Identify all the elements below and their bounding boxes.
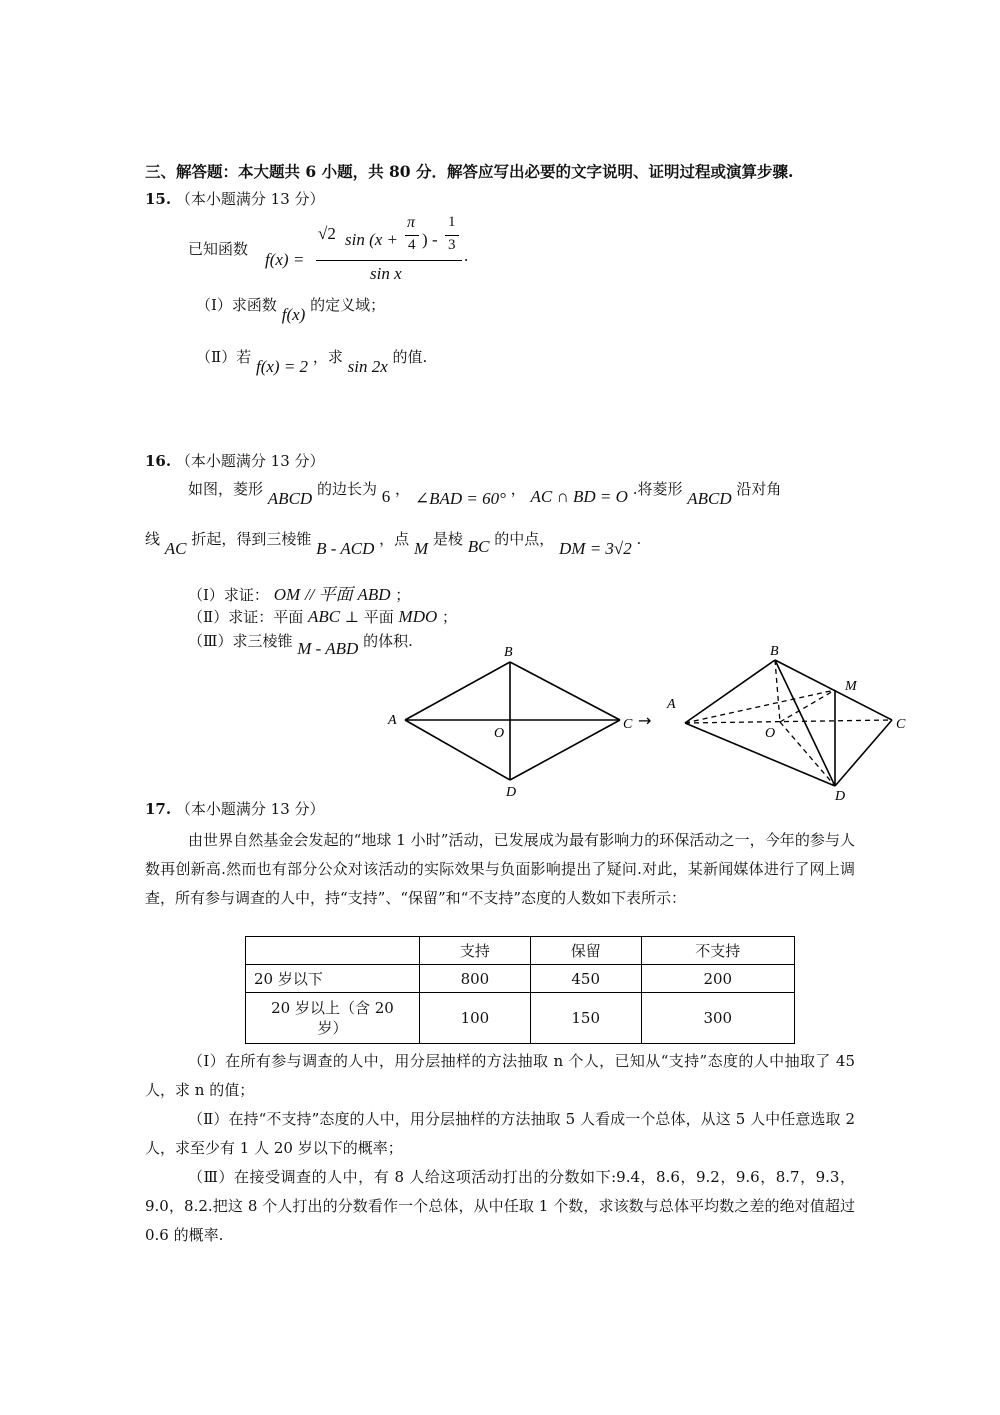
q15-intro: 已知函数 [188,240,249,258]
pyramid-edge-bd [775,660,835,786]
fig1-label-b: B [504,645,513,660]
table-header-cell: 不支持 [641,937,794,965]
pyramid-edge-cd [835,720,892,786]
table-cell: 450 [530,965,641,993]
q17-header [145,798,325,819]
q17-survey-table [245,936,795,1044]
pyramid-hidden-ac [685,720,892,723]
q16-p2-text-a: （Ⅱ）求证：平面 [188,608,304,626]
q15-num-sqrt: √2 [318,224,336,243]
table-cell: 150 [530,993,641,1044]
rhombus-edge-ab [405,662,510,720]
q15-num-minus: - [432,230,438,249]
q16-p2-text-c: ； [442,608,458,626]
q16-l2-math-pyramid: B - ACD [316,539,375,558]
pyramid-hidden-om [780,690,835,722]
table-cell: 300 [641,993,794,1044]
q15-part1-tail: 的定义域； [310,296,386,314]
q15-fx: f(x) = [265,250,305,269]
q16-l2-text-d: 是棱 [432,530,463,548]
q16-line1 [188,478,782,508]
q17-score: （本小题满分 13 分） [175,800,325,818]
q16-l2-math-ac: AC [164,539,187,558]
q16-l2-math-dm: DM = 3√2 [559,539,632,558]
q16-p2-text-b: ⊥ 平面 [344,608,394,626]
q16-p1-text-b: // 平面 [304,585,353,604]
table-header-cell: 支持 [420,937,531,965]
rhombus-edge-cd [510,720,620,780]
q15-denominator: sin x [370,264,402,283]
q15-main-fraction-bar [316,260,462,261]
q15-part2-math2: sin 2x [347,357,388,376]
q16-l1-text-e: .将菱形 [632,480,683,498]
q16-l1-math-angle: ∠BAD = 60° [414,489,506,508]
table-row [246,993,795,1044]
table-cell: 100 [420,993,531,1044]
q17-paragraph: 由世界自然基金会发起的“地球 1 小时”活动，已发展成为最有影响力的环保活动之一，今年的参与人数再创新高.然而也有部分公众对该活动的实际效果与负面影响提出了疑问.对此，某新闻媒体进行了网上调查，所有参与调查的人中，持“支持”、“保留”和“不支持”态度的人数如下表所示： [145,831,855,907]
q16-score: （本小题满分 13 分） [175,452,325,470]
q15-pi-fraction-bar [405,235,419,236]
q15-num-close: ) [422,230,428,249]
q16-p2-math-abc: ABC [307,607,341,626]
fig1-label-o: O [494,726,505,741]
q16-l2-text-f: . [636,530,642,548]
q16-p1-math-om: OM [273,585,301,604]
q15-part1-math: f(x) [281,305,306,324]
fig2-label-m: M [845,679,857,694]
table-row [246,965,795,993]
q15-score: （本小题满分 13 分） [175,190,325,208]
fig2-label-o: O [765,726,776,741]
q16-p3-math-pyramid: M - ABD [297,639,359,658]
table-cell: 20 岁以上（含 20 岁） [246,993,420,1044]
fold-arrow-icon: → [638,711,652,730]
pyramid-edge-da [685,723,835,786]
q16-p3-text-b: 的体积. [363,632,413,650]
q17-number: 17. [145,800,172,818]
table-cell: 800 [420,965,531,993]
q15-num-1: 1 [448,214,456,230]
fig2-label-d: D [835,789,846,804]
pyramid-hidden-od [780,722,835,786]
q16-l1-text-f: 沿对角 [736,480,782,498]
fig2-label-c: C [896,717,906,732]
fig1-label-a: A [388,713,397,728]
q16-p1-math-abd: ABD [357,585,391,604]
q16-p3-text-a: （Ⅲ）求三棱锥 [188,632,293,650]
q15-number: 15. [145,190,172,208]
q16-line2 [145,528,642,558]
q16-part1 [188,580,410,605]
q15-part2-math1: f(x) = 2 [255,357,309,376]
q17-part2: （Ⅱ）在持“不支持”态度的人中，用分层抽样的方法抽取 5 人看成一个总体，从这 5 人中任意选取 2 人，求至少有 1 人 20 岁以下的概率； [145,1110,855,1157]
q16-part2 [188,606,457,627]
fig2-label-a: A [667,697,676,712]
q16-p1-text-a: （Ⅰ）求证： [188,586,269,604]
q17-part1: （Ⅰ）在所有参与调查的人中，用分层抽样的方法抽取 n 个人，已知从“支持”态度的人中抽取了 45 人，求 n 的值； [145,1052,855,1099]
q15-part1 [196,294,386,324]
q15-part1-label: （Ⅰ）求函数 [196,296,277,314]
q16-number: 16. [145,452,172,470]
q16-l1-math-abcd: ABCD [267,489,313,508]
q16-l2-text-b: 折起，得到三棱锥 [191,530,312,548]
fig1-label-c: C [623,717,633,732]
q16-p2-math-mdo: MDO [398,607,438,626]
rhombus-edge-bc [510,662,620,720]
q16-p1-text-c: ； [395,586,411,604]
q16-l1-math-6: 6 [381,487,391,506]
q16-l1-text-b: 的边长为 [316,480,377,498]
q15-period: . [464,246,469,265]
q16-l1-text-c: ， [395,480,411,498]
q16-l2-math-bc: BC [467,537,490,556]
q16-l1-math-abcd2: ABCD [687,489,732,508]
table-cell: 20 岁以下 [246,965,420,993]
pyramid-edge-bc [775,660,892,720]
q16-l2-text-e: 的中点， [494,530,555,548]
rhombus-figure [405,662,620,780]
q16-l2-text-a: 线 [145,530,161,548]
q15-third-fraction-bar [445,235,459,236]
section-title: 三、解答题：本大题共 6 小题，共 80 分．解答应写出必要的文字说明、证明过程或演算步骤. [145,162,794,181]
q15-num-pi: π [407,214,416,231]
q15-num-sin: sin (x + [345,230,399,249]
q16-header [145,450,325,471]
table-header-row [246,937,795,965]
q16-l2-math-m: M [413,539,429,558]
fig2-label-b: B [770,644,779,659]
table-cell: 200 [641,965,794,993]
q15-part2-mid: ，求 [312,348,343,366]
q17-part3: （Ⅲ）在接受调查的人中，有 8 人给这项活动打出的分数如下:9.4，8.6，9.2，9.6，8.7，9.3，9.0，8.2.把这 8 个人打出的分数看作一个总体，从中任取 1 个数，求该数与总体平均数之差的绝对值超过 0.6 的概率. [145,1168,855,1244]
q16-l1-math-intersect: AC ∩ BD = O [530,487,628,506]
q15-num-4: 4 [408,237,416,253]
q15-part2 [196,346,428,376]
q15-part2-tail: 的值. [392,348,428,366]
fig1-label-d: D [506,785,517,800]
q16-figures [380,640,920,805]
q15-header [145,188,325,209]
table-header-cell [246,937,420,965]
q16-l1-text-a: 如图，菱形 [188,480,264,498]
q16-l2-text-c: ，点 [379,530,410,548]
table-header-cell: 保留 [530,937,641,965]
q16-l1-text-d: ， [510,480,526,498]
q15-part2-label: （Ⅱ）若 [196,348,252,366]
q15-num-3: 3 [448,237,456,253]
